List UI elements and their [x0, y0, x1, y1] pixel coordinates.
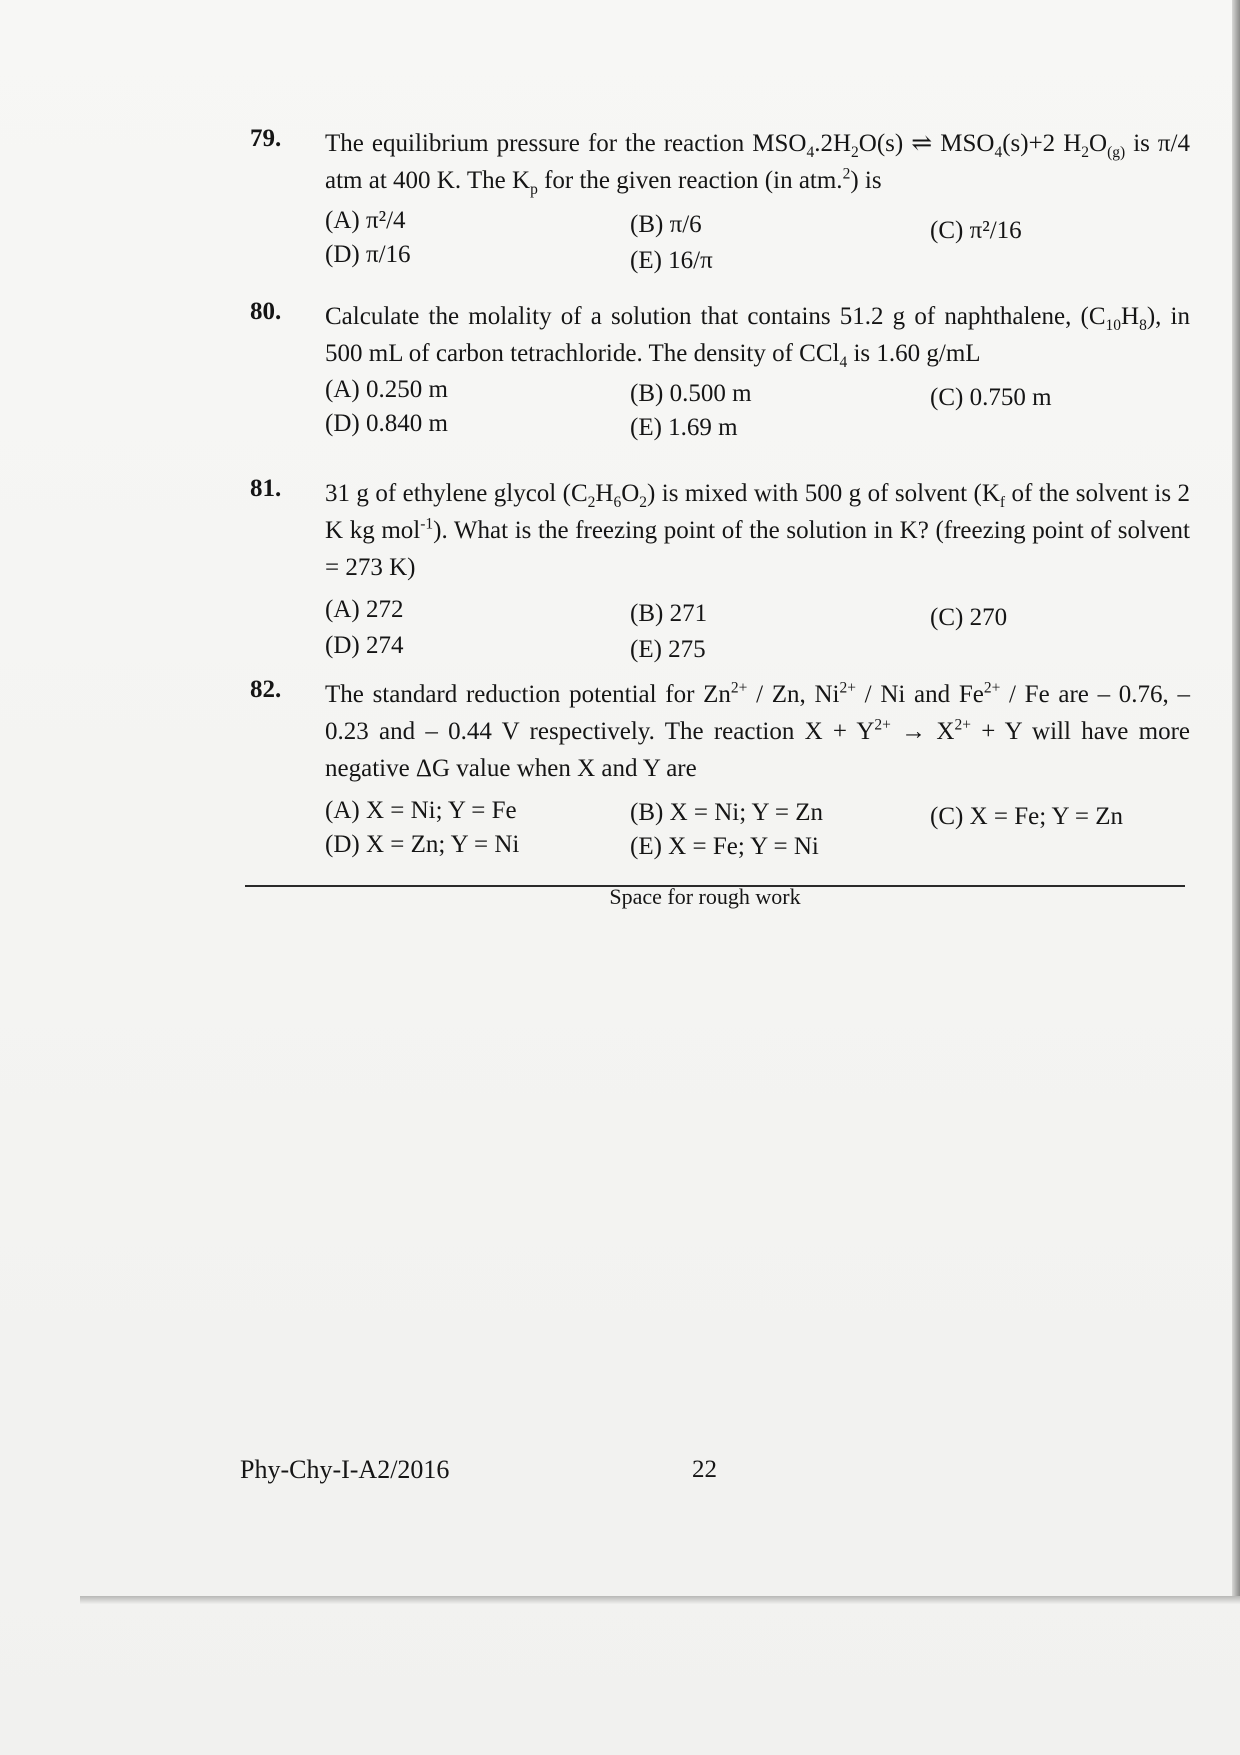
options — [325, 797, 1190, 869]
page-number: 22 — [692, 1456, 717, 1483]
scan-edge — [1232, 0, 1240, 1600]
option-d[interactable]: (D) X = Zn; Y = Ni — [325, 831, 520, 858]
option-c[interactable]: (C) 0.750 m — [930, 384, 1052, 411]
option-c[interactable]: (C) 270 — [930, 604, 1008, 631]
option-b[interactable]: (B) 0.500 m — [630, 380, 752, 407]
question-text: The standard reduction potential for $Zn^{2+}$ / Zn, $Ni^{2+}$ / Ni and $Fe^{2+}$ / Fe are – 0.76, – 0.23 and – 0.44 V respectively. The reaction $X + Y^{2+} \to X^{2+} + Y$ will have more negative ΔG value when X and Y are — [325, 679, 1191, 782]
option-a[interactable]: (A) π²/4 — [325, 207, 406, 234]
question-number: 82. — [250, 676, 282, 703]
question-text: Calculate the molality of a solution that contains 51.2 g of naphthalene, $(C_{10}H_8)$, in 500 mL of carbon tetrachloride. The density of CCl$_4$ is 1.60 g/mL — [325, 303, 1191, 371]
question-80 — [250, 298, 1190, 448]
question-number: 81. — [250, 475, 282, 502]
options — [325, 376, 1190, 448]
option-c[interactable]: (C) π²/16 — [930, 217, 1022, 244]
options — [325, 207, 1190, 279]
question-text: The equilibrium pressure for the reaction $MSO_4.2H_2O(s)$ ⇌ $MSO_4(s)+2$ $H_2O_{(g)}$ is π/4 atm at 400 K. The $K_p$ for the given reaction (in atm.$^2$) is — [325, 130, 1190, 198]
question-81 — [250, 475, 1190, 668]
option-a[interactable]: (A) 0.250 m — [325, 376, 448, 403]
option-a[interactable]: (A) X = Ni; Y = Fe — [325, 797, 517, 824]
option-e[interactable]: (E) 1.69 m — [630, 414, 738, 441]
option-b[interactable]: (B) 271 — [630, 600, 708, 627]
option-e[interactable]: (E) X = Fe; Y = Ni — [630, 833, 819, 860]
rough-work-label: Space for rough work — [609, 884, 801, 909]
question-text: 31 g of ethylene glycol $(C_2H_6O_2)$ is mixed with 500 g of solvent ($K_f$ of the solvent is 2 K kg mol$^{-1}$). What is the freezing point of the solution in K? (freezing point of solvent = 273 K) — [325, 480, 1190, 581]
option-a[interactable]: (A) 272 — [325, 596, 404, 623]
paper-code: Phy-Chy-I-A2/2016 — [240, 1455, 450, 1484]
options — [325, 596, 1190, 668]
option-b[interactable]: (B) X = Ni; Y = Zn — [630, 799, 823, 826]
question-79 — [250, 125, 1190, 279]
scan-bottom-shadow — [80, 1596, 1240, 1604]
option-e[interactable]: (E) 16/π — [630, 247, 713, 274]
question-number: 80. — [250, 298, 282, 325]
question-number: 79. — [250, 125, 282, 152]
option-e[interactable]: (E) 275 — [630, 636, 706, 663]
option-d[interactable]: (D) 0.840 m — [325, 410, 448, 437]
option-d[interactable]: (D) π/16 — [325, 241, 411, 268]
option-c[interactable]: (C) X = Fe; Y = Zn — [930, 803, 1123, 830]
option-d[interactable]: (D) 274 — [325, 632, 404, 659]
option-b[interactable]: (B) π/6 — [630, 211, 702, 238]
question-82 — [250, 676, 1190, 869]
